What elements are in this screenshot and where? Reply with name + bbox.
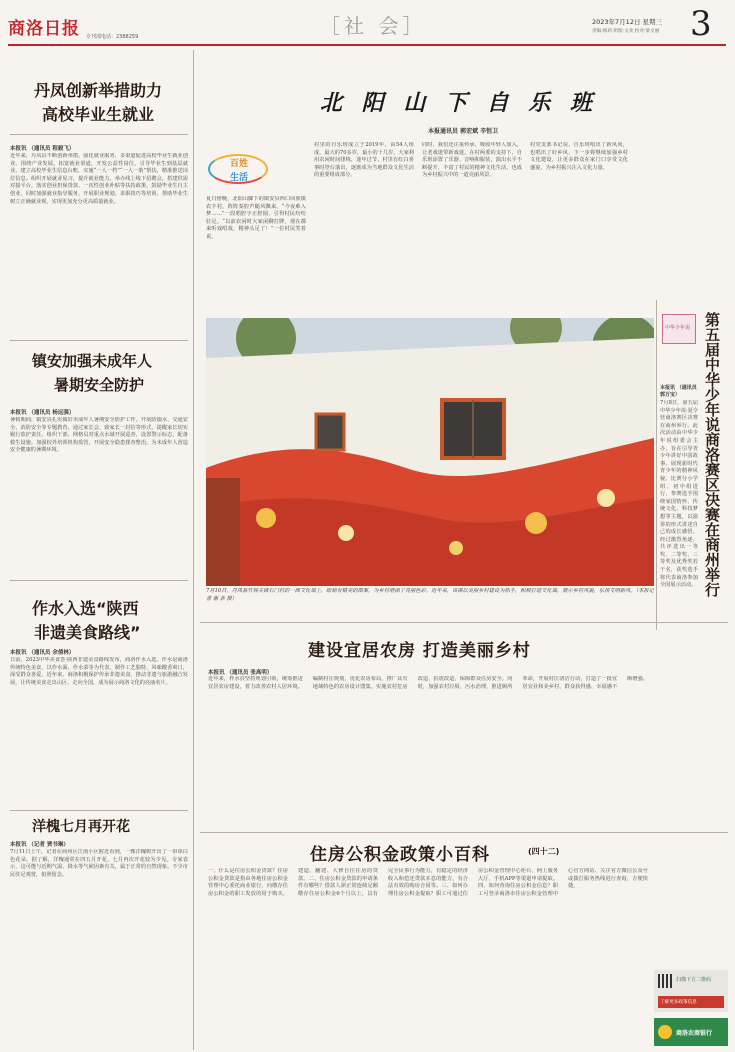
- wall-mural-illustration: [206, 318, 654, 586]
- feature-title: 北 阳 山 下 自 乐 班: [320, 90, 598, 116]
- right-article-title: 第五届中华少年说商洛赛区决赛在商州举行: [703, 312, 721, 597]
- article-body: 暑假期间，镇安县扎实做好未成年人暑期安全防护工作。开展防溺水、交通安全、消防安全等专题教育，通过家长会、致家长一封信等形式，提醒家长切实履行监护责任。组织干部、网格员对重点水域开展巡查，设置警示标志，配备救生设施。加强校外培训机构监管，开展安全隐患排查整治，为未成年人营造安全健康的暑期环境。: [10, 417, 188, 454]
- right-article-body: 7月8日，第五届中华少年说·夏令营商洛赛区决赛在商州举行。此次活动由中华少年说组委会主办，旨在引导青少年讲好中国故事，展现新时代青少年的精神风貌。比赛分小学组、初中组进行，参赛选手围绕家国情怀、传统文化、科技梦想等主题，以演讲的形式讲述自己的成长感悟。经过激烈角逐，共评选出一等奖、二等奖、三等奖及优秀奖若干名，获奖选手将代表商洛参加全国展示活动。: [660, 400, 698, 589]
- article-body: 7月11日上午，记者在商州区江南小区附近看到，一棵洋槐树开出了一串串白色花朵。据了解，洋槐通常在四五月开花，七月再次开花较为少见。专家表示，这可能与近期气温、降水等气候因素有关，属于正常的自然现象。不少市民驻足观赏，拍照留念。: [10, 849, 188, 878]
- bottom-article-title: 住房公积金政策小百科: [310, 845, 490, 865]
- badge-line2: 生活: [230, 173, 249, 183]
- bottom-article-top-rule: [200, 832, 728, 833]
- center-article-byline: 本报讯 （通讯员 张高明）: [208, 670, 273, 676]
- article-title-line2: 高校毕业生就业: [42, 105, 155, 124]
- article-title-line2: 暑期安全防护: [54, 376, 145, 394]
- article-byline: 本报讯 （通讯员 程毅飞）: [10, 146, 75, 152]
- photo-caption: 7月10日，丹凤县竹林关镇石门村的一面文化墙上，绘制有精美的图案，为乡村增添了亮丽色彩。近年来，该镇以美丽乡村建设为抓手，积极打造文化墙，展示乡村风貌，弘扬文明新风。（本报记者 谢 菲 摄）: [206, 588, 654, 602]
- badge-line1: 百姓: [230, 159, 249, 169]
- feature-body-col1: 夏日傍晚，北阳山脚下的镇安县西口回族镇农丰村，阵阵秦腔声随风飘来。“今夜难入梦……”一段唱腔字正腔圆，引得村民纷纷驻足。“以前农闲时大家闲聊打牌，现在都来听戏唱戏，精神头足了！”一位村民笑着说。: [206, 196, 306, 240]
- newspaper-logo: 商洛日报: [8, 19, 80, 39]
- article-byline: 本报讯 （通讯员 余倩林）: [10, 650, 75, 656]
- article-title-line1: 丹凤创新举措助力: [34, 81, 163, 100]
- qr-code-area: [654, 970, 728, 1012]
- feature-byline: 本报通讯员 郭宏斌 辛恒卫: [428, 128, 499, 135]
- editors-line: 责编:梅莉 组版:文欢 校对:梁文丽: [592, 29, 660, 34]
- center-article-top-rule: [200, 622, 728, 623]
- stamp-text: 中华少年说: [665, 325, 691, 331]
- article-locust-bloom: [10, 816, 188, 1046]
- article-body: 近年来，丹凤县不断创新举措，强化就业服务，多渠道促进高校毕业生就业创业。围绕产业发展，拓宽就业渠道，开发公益性岗位，引导毕业生到基层就业。建立高校毕业生信息台账，实施“一人一档”“一人一策”帮扶，精准推送岗位信息。组织开展就业见习，提升就业能力。举办线上线下招聘会，搭建供需对接平台。落实创业担保贷款、一次性创业补贴等扶持政策，鼓励毕业生自主创业。同时加强就业指导服务，开展职业规划、求职技巧等培训，帮助毕业生树立正确就业观，实现更加充分更高质量就业。: [10, 153, 188, 205]
- right-article-byline: 本报讯 （通讯员 郭万宝）: [660, 385, 697, 398]
- feature-body-col3: 同时，我们还注重传承，吸收年轻人加入，让老戏迷带新戏迷。在村两委的支持下，自乐班添置了乐器、音响和服装，演出水平不断提升，丰富了村民的精神文化生活，也成为乡村振兴中的一道亮丽风景。: [422, 142, 522, 179]
- article-zhenan-safety: [10, 346, 188, 576]
- qr-banner-right: 了解更多政策信息: [658, 996, 724, 1008]
- title-underline: [10, 134, 188, 135]
- youth-speech-stamp: [662, 314, 696, 344]
- article-zuoshui-food: [10, 588, 188, 808]
- right-column-divider: [656, 300, 657, 630]
- section-divider: [10, 810, 188, 811]
- center-article-body: 近年来，柞水县坚持规划引领，统筹推进宜居农房建设，着力改善农村人居环境。编制村庄规划，优化农房布局，推广具有地域特色的农房设计图集。实施农村危房改造、抗震改造，保障群众住房安全。同时，加强农村垃圾、污水治理，推进厕所革命，开展村庄清洁行动，打造了一批宜居宜业和美乡村，群众获得感、幸福感不断增强。: [208, 676, 648, 690]
- qr-banner-left: 扫描下方二维码: [676, 977, 712, 983]
- feature-body-col4: 村党支部书记说，自乐班唱出了新风尚，也唱出了好乡风。下一步将继续加强乡村文化建设，让更多群众在家门口享受文化盛宴，为乡村振兴注入文化力量。: [530, 142, 628, 171]
- article-body: 日前，2023中华美食荟·陕西非遗美食路线发布，商洛作水入选。作水是商洛传统特色美食，以作水面、作水菜等为代表，制作工艺独特，风味酸香爽口，深受群众喜爱。近年来，商洛积极保护传承非遗美食，推动非遗与旅游融合发展，让传统美食走出山区、走向全国，成为展示商洛文化的亮丽名片。: [10, 657, 188, 686]
- page-number: 3: [690, 4, 712, 44]
- article-byline: 本报讯 （通讯员 杨远强）: [10, 410, 75, 416]
- section-label: ［社 会］: [320, 14, 427, 38]
- bottom-article-title-suffix: (四十二): [528, 847, 560, 856]
- left-column-divider: [193, 50, 194, 1050]
- article-title-line1: 镇安加强未成年人: [32, 352, 153, 370]
- baixing-shenghuo-badge: [208, 146, 270, 192]
- article-byline: 本报讯 （记者 贾书琳）: [10, 842, 69, 848]
- article-title-line1: 作水入选“陕西: [32, 599, 139, 618]
- bank-ad-text: 商洛农商银行: [676, 1030, 713, 1037]
- masthead-rule: [8, 44, 726, 46]
- qr-code-icon: [658, 974, 672, 988]
- masthead-subtitle: 专刊部电话：2388259: [86, 34, 139, 40]
- article-title-line2: 非遗美食路线”: [34, 623, 141, 642]
- article-title: 洋槐七月再开花: [32, 819, 130, 835]
- masthead: [0, 0, 735, 46]
- bank-ad-banner: [654, 1018, 728, 1046]
- bank-logo-icon: [658, 1025, 672, 1039]
- article-danfeng-employment: [10, 52, 188, 337]
- section-divider: [10, 580, 188, 581]
- bottom-article-body: 一、什么是住房公积金贷款？住房公积金贷款是指由各地住房公积金管理中心委托商业银行，向缴存住房公积金的职工发放的用于购买、建造、翻建、大修自住住房的贷款。二、住房公积金贷款的申请条件有哪些？借款人须正常连续足额缴存住房公积金6个月以上，具有完全民事行为能力，有稳定的经济收入和偿还贷款本息的能力，有合法有效的购房合同等。三、如何办理住房公积金提取？职工可通过住房公积金管理中心柜台、网上服务大厅、手机APP等渠道申请提取。四、如何查询住房公积金信息？职工可登录商洛市住房公积金管理中心官方网站、关注官方微信公众号或拨打服务热线进行查询，方便快捷。: [208, 868, 648, 897]
- issue-date: 2023年7月12日 星期三: [592, 18, 663, 26]
- culture-wall-photo: [206, 318, 654, 586]
- center-article-title: 建设宜居农房 打造美丽乡村: [308, 641, 531, 661]
- feature-body-col2: 村里的自乐班成立于2019年，由54人组成，最大的70多岁，最小的十几岁。大家利用农闲时间排练，逢年过节、村里有红白喜事时登台演出，逐渐成为当地群众文化生活的重要组成部分。: [314, 142, 414, 179]
- section-divider: [10, 340, 188, 341]
